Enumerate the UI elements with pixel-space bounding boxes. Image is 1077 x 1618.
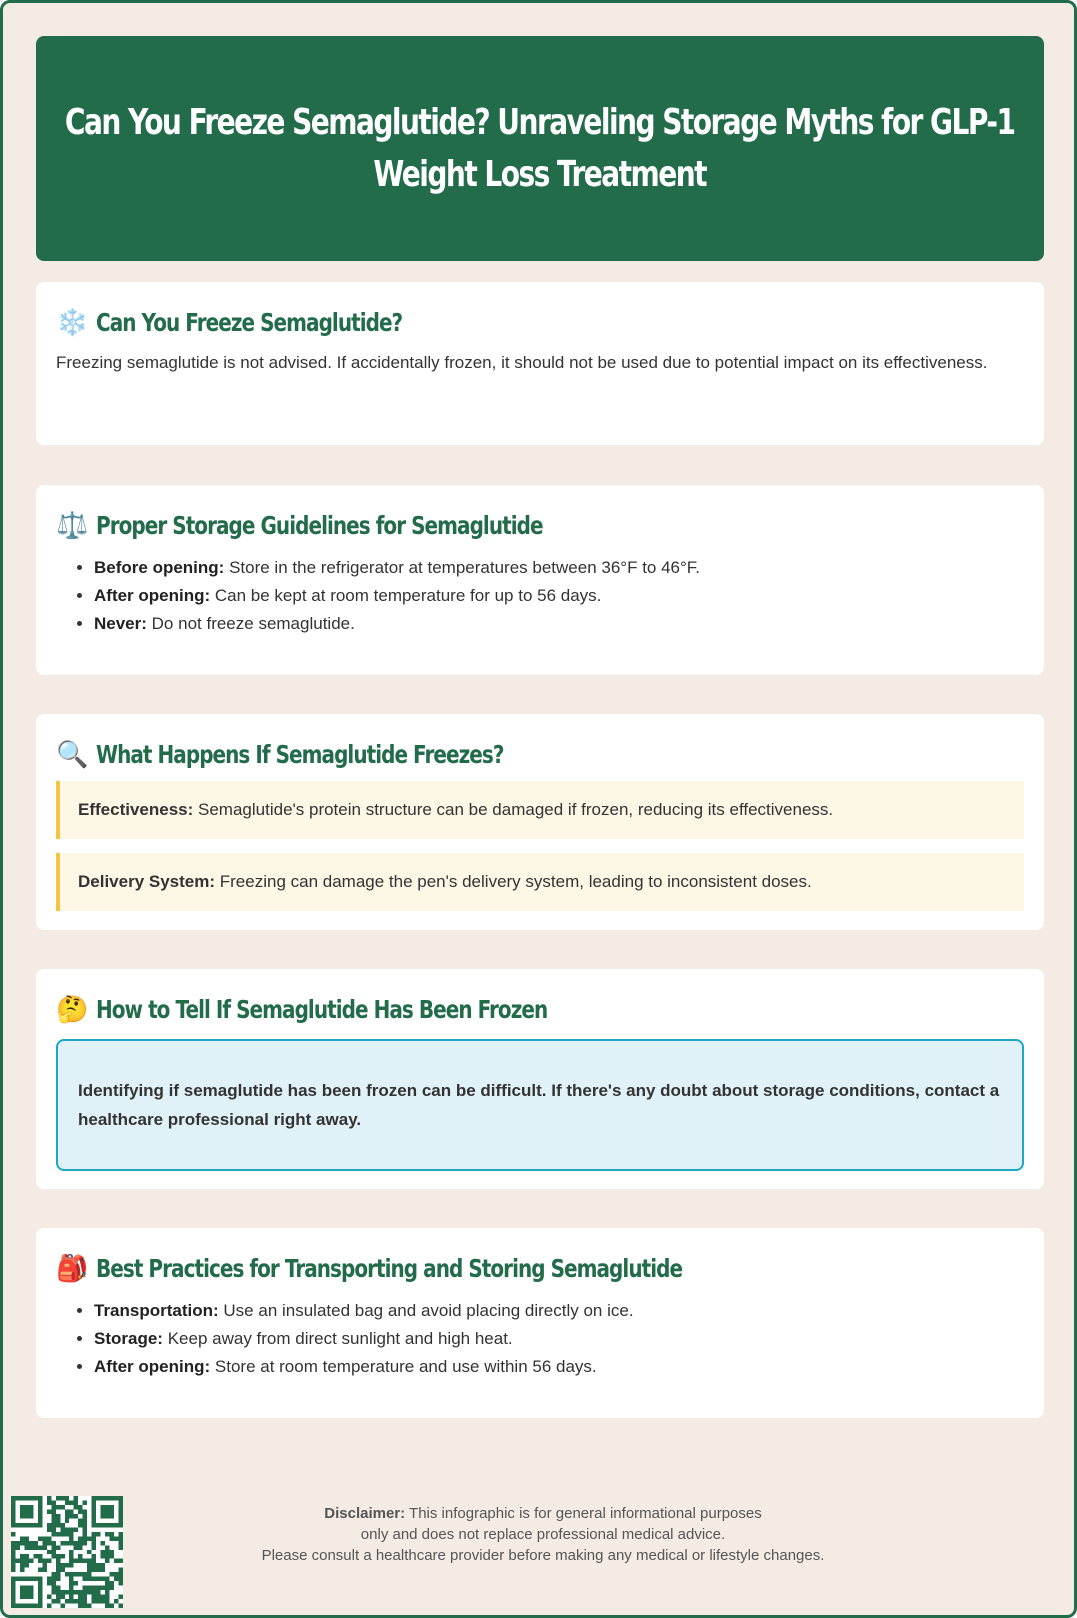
transport-list (56, 1297, 1024, 1381)
thinking-face-icon: 🤔 (56, 994, 89, 1024)
item-text: Use an insulated bag and avoid placing directly on ice. (223, 1301, 634, 1320)
storage-list (56, 554, 1024, 638)
item-label: After opening: (94, 586, 211, 605)
note-text: Freezing can damage the pen's delivery system, leading to inconsistent doses. (219, 872, 812, 891)
note-label: Delivery System: (78, 872, 216, 891)
item-label: Storage: (94, 1329, 163, 1348)
section-title: Best Practices for Transporting and Storing Semaglutide (96, 1253, 683, 1283)
item-text: Do not freeze semaglutide. (151, 614, 355, 633)
item-label: Never: (94, 614, 147, 633)
item-label: After opening: (94, 1357, 211, 1376)
item-text: Keep away from direct sunlight and high heat. (167, 1329, 513, 1348)
list-item (94, 582, 1024, 610)
info-callout-text: Identifying if semaglutide has been frozen can be difficult. If there's any doubt about storage conditions, contact a healthcare professional right away. (78, 1081, 1000, 1129)
list-item (94, 610, 1024, 638)
item-text: Store at room temperature and use within 56 days. (214, 1357, 597, 1376)
disclaimer-line-2: only and does not replace professional medical advice. (360, 1526, 726, 1543)
section-transport (36, 1228, 1044, 1418)
list-item (94, 1353, 1024, 1381)
section-header (56, 989, 660, 1029)
section-header (56, 302, 479, 342)
note-effectiveness (56, 781, 1024, 839)
section-header (56, 505, 654, 545)
section-title: Proper Storage Guidelines for Semaglutide (96, 510, 543, 540)
section-storage (36, 485, 1044, 675)
header-banner (36, 36, 1044, 261)
list-item (94, 1297, 1024, 1325)
magnifier-icon: 🔍 (56, 739, 89, 769)
disclaimer (183, 1503, 903, 1566)
page-title-line-1: Can You Freeze Semaglutide? Unraveling Storage Myths for GLP-1 (65, 101, 1015, 143)
disclaimer-line-3: Please consult a healthcare provider before making any medical or lifestyle changes. (261, 1547, 825, 1564)
section-title: What Happens If Semaglutide Freezes? (96, 739, 504, 769)
item-text: Store in the refrigerator at temperatures between 36°F to 46°F. (229, 558, 701, 577)
note-text: Semaglutide's protein structure can be damaged if frozen, reducing its effectiveness. (198, 800, 834, 819)
item-text: Can be kept at room temperature for up to 56 days. (214, 586, 602, 605)
item-label: Before opening: (94, 558, 225, 577)
page-title-line-2: Weight Loss Treatment (373, 153, 707, 195)
backpack-icon: 🎒 (56, 1253, 89, 1283)
section-freeze (36, 282, 1044, 445)
item-label: Transportation: (94, 1301, 219, 1320)
note-label: Effectiveness: (78, 800, 194, 819)
section-header (56, 734, 605, 774)
section-what-happens (36, 714, 1044, 930)
balance-scale-icon: ⚖️ (56, 510, 89, 540)
disclaimer-line-1: This infographic is for general informational purposes (409, 1505, 762, 1522)
section-title: How to Tell If Semaglutide Has Been Frozen (96, 994, 548, 1024)
disclaimer-label: Disclaimer: (324, 1505, 406, 1522)
section-how-to-tell (36, 969, 1044, 1189)
list-item (94, 554, 1024, 582)
section-title: Can You Freeze Semaglutide? (96, 307, 403, 337)
note-delivery-system (56, 853, 1024, 911)
qr-code-icon[interactable] (11, 1496, 123, 1608)
section-header (56, 1248, 829, 1288)
page-title (50, 97, 1031, 201)
section-body: Freezing semaglutide is not advised. If accidentally frozen, it should not be used due to potential impact on its effectiveness. (56, 353, 988, 372)
list-item (94, 1325, 1024, 1353)
snowflake-icon: ❄️ (56, 307, 89, 337)
info-callout (56, 1039, 1024, 1171)
